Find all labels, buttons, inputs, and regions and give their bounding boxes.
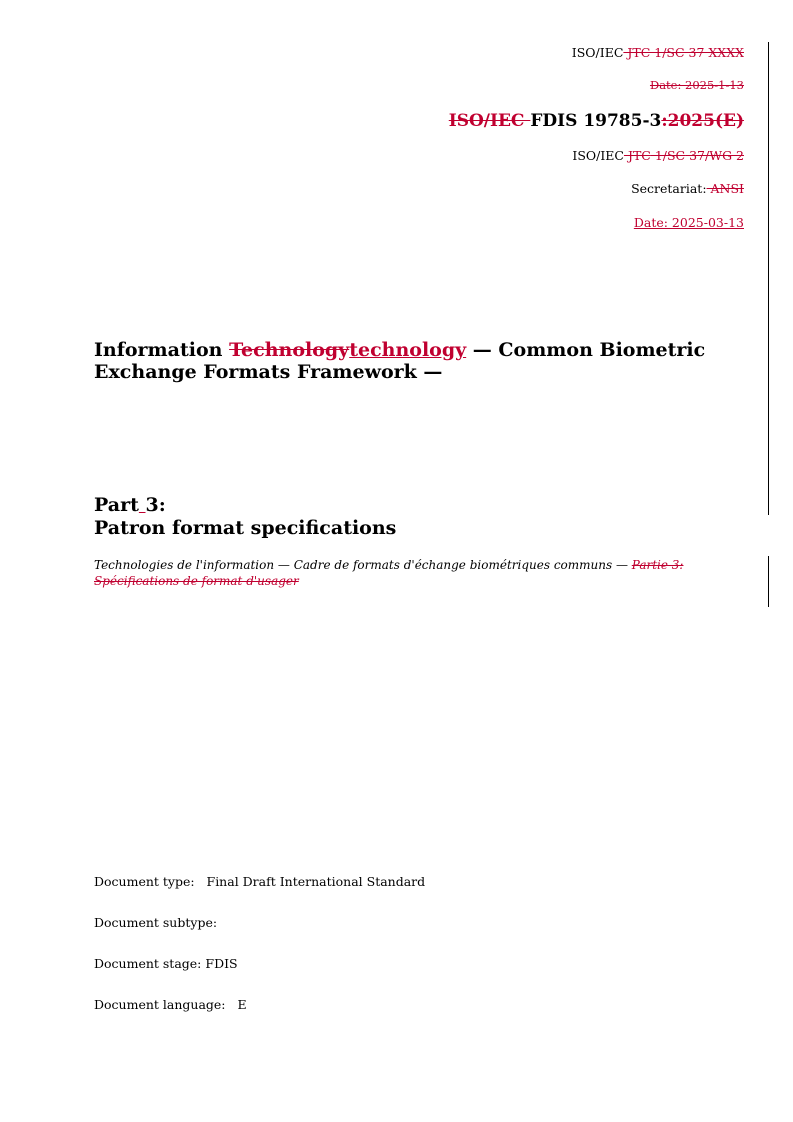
deleted-committee: JTC 1/SC 37 XXXX — [623, 45, 744, 60]
title-start: Information — [94, 339, 230, 361]
deleted-year: :2025(E) — [661, 111, 744, 131]
committee-line — [572, 148, 744, 164]
document-stage — [94, 956, 238, 972]
committee-sc: 1/SC — [650, 148, 686, 163]
change-bar — [768, 42, 769, 515]
deleted-date: Date: 2025-1-13 — [649, 78, 744, 92]
part-heading — [94, 494, 396, 540]
committee-reference — [572, 45, 744, 61]
title-end: — Common Biometric Exchange Formats Framework — — [94, 339, 706, 383]
title-deleted-word: Technology — [229, 339, 350, 361]
new-date — [634, 215, 744, 231]
document-type-value: Final Draft International Standard — [206, 874, 426, 889]
title-inserted-word: technology — [349, 339, 467, 361]
secretariat — [631, 181, 744, 197]
document-subtype-label: Document subtype: — [94, 915, 218, 930]
org-prefix: ISO/IEC — [571, 45, 624, 60]
secretariat-label: Secretariat: — [631, 181, 707, 196]
part-number: 3: — [145, 494, 166, 516]
french-title-deleted: Partie 3: Spécifications de format d'usager — [94, 558, 684, 588]
document-type — [94, 874, 425, 890]
french-title — [94, 557, 704, 589]
document-stage-label: Document stage: — [94, 956, 202, 971]
part-space — [139, 494, 146, 516]
committee-org: ISO/IEC — [572, 148, 624, 163]
deleted-wg: /WG 2 — [705, 148, 744, 163]
doc-id: FDIS 19785-3 — [530, 111, 662, 131]
old-date — [650, 77, 744, 93]
deleted-org: ISO/IEC — [448, 111, 531, 131]
document-subtype — [94, 915, 217, 931]
document-type-label: Document type: — [94, 874, 195, 889]
document-title — [94, 339, 714, 383]
committee-number: 37 — [685, 148, 706, 163]
document-language — [94, 997, 247, 1013]
secretariat-value: ANSI — [706, 181, 744, 196]
document-stage-value: FDIS — [205, 956, 238, 971]
french-title-main: Technologies de l'information — Cadre de formats d'échange biométriques communs — — [94, 558, 632, 572]
document-language-value: E — [237, 997, 247, 1012]
inserted-date: Date: 2025-03-13 — [633, 215, 744, 230]
document-language-label: Document language: — [94, 997, 226, 1012]
part-label: Part — [94, 494, 139, 516]
document-number — [449, 110, 744, 132]
part-subtitle: Patron format specifications — [94, 517, 397, 539]
committee-jtc: JTC — [623, 148, 651, 163]
change-bar — [768, 556, 769, 607]
